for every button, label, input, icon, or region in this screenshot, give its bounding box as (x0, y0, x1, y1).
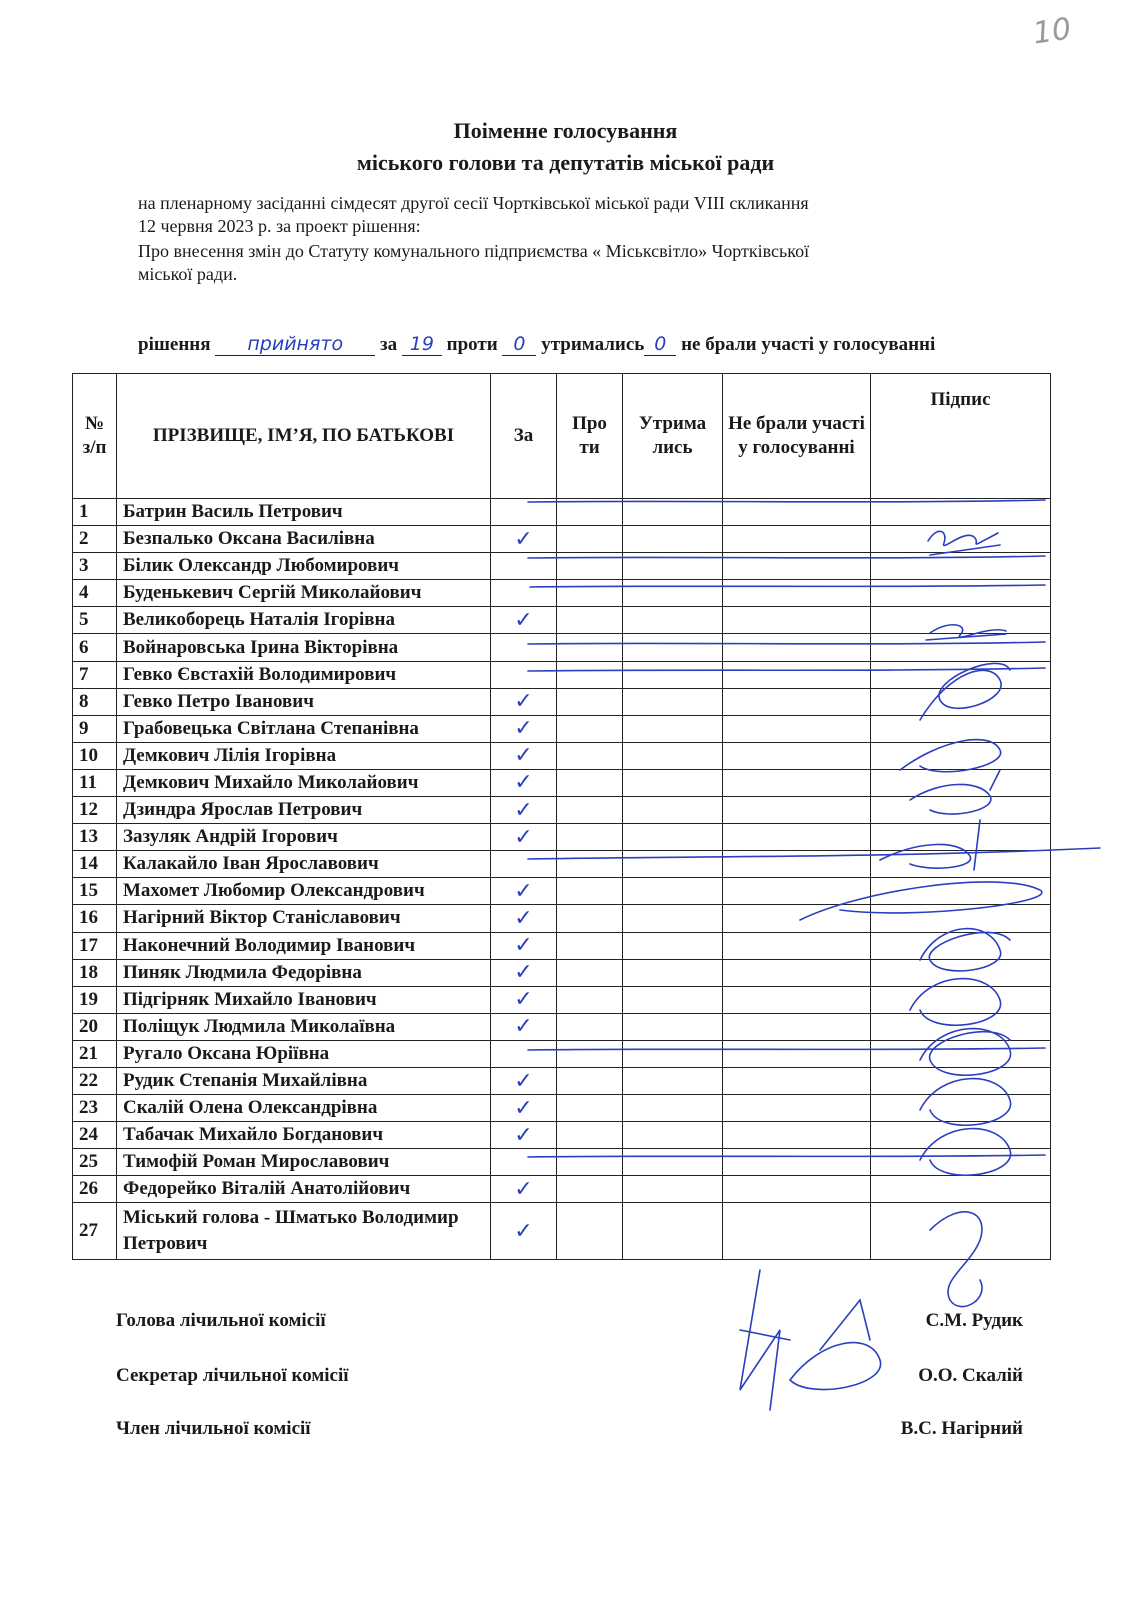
row-number: 7 (73, 661, 117, 688)
table-row (73, 1013, 1051, 1040)
vote-against-cell (557, 986, 623, 1013)
vote-abstained-cell (623, 742, 723, 769)
vote-against-cell (557, 824, 623, 851)
not-voted-cell (723, 1149, 871, 1176)
row-number: 8 (73, 688, 117, 715)
not-voted-label: не брали участі у голосуванні (681, 334, 936, 355)
not-voted-cell (723, 1203, 871, 1260)
not-voted-cell (723, 1095, 871, 1122)
vote-for-mark: ✓ (491, 742, 557, 769)
vote-abstained-cell (623, 553, 723, 580)
vote-against-cell (557, 959, 623, 986)
table-row (73, 797, 1051, 824)
vote-for-mark (491, 851, 557, 878)
vote-abstained-cell (623, 580, 723, 607)
signature-cell (871, 878, 1051, 905)
header-not-voted: Не брали участі у голосуванні (723, 374, 871, 499)
vote-for-mark: ✓ (491, 878, 557, 905)
signature-cell (871, 1013, 1051, 1040)
table-row (73, 553, 1051, 580)
row-number: 26 (73, 1176, 117, 1203)
deputy-name: Демкович Михайло Миколайович (117, 769, 491, 796)
row-number: 15 (73, 878, 117, 905)
against-count: 0 (502, 333, 536, 356)
vote-against-cell (557, 932, 623, 959)
vote-against-cell (557, 607, 623, 634)
table-row (73, 499, 1051, 526)
vote-abstained-cell (623, 1122, 723, 1149)
row-number: 25 (73, 1149, 117, 1176)
table-row (73, 661, 1051, 688)
deputy-name: Пиняк Людмила Федорівна (117, 959, 491, 986)
vote-against-cell (557, 1013, 623, 1040)
vote-abstained-cell (623, 824, 723, 851)
vote-for-mark (491, 1040, 557, 1067)
vote-abstained-cell (623, 797, 723, 824)
table-row (73, 1203, 1051, 1260)
not-voted-cell (723, 634, 871, 661)
table-row (73, 986, 1051, 1013)
table-row (73, 742, 1051, 769)
deputy-name: Підгірняк Михайло Іванович (117, 986, 491, 1013)
not-voted-cell (723, 797, 871, 824)
deputy-name: Батрин Василь Петрович (117, 499, 491, 526)
not-voted-cell (723, 742, 871, 769)
row-number: 1 (73, 499, 117, 526)
vote-against-cell (557, 1203, 623, 1260)
document-title: Поіменне голосування (453, 118, 678, 143)
deputy-name: Міський голова - Шматько Володимир Петрович (117, 1203, 491, 1260)
table-row (73, 959, 1051, 986)
vote-against-cell (557, 742, 623, 769)
deputy-name: Буденькевич Сергій Миколайович (117, 580, 491, 607)
signature-cell (871, 769, 1051, 796)
vote-for-mark: ✓ (491, 1095, 557, 1122)
vote-against-cell (557, 1176, 623, 1203)
signature-cell (871, 580, 1051, 607)
header-against: Про ти (557, 374, 623, 499)
row-number: 14 (73, 851, 117, 878)
row-number: 27 (73, 1203, 117, 1260)
decision-value: прийнято (215, 333, 375, 356)
vote-abstained-cell (623, 1176, 723, 1203)
signature-cell (871, 824, 1051, 851)
header-number: № з/п (73, 374, 117, 499)
vote-against-cell (557, 499, 623, 526)
row-number: 20 (73, 1013, 117, 1040)
row-number: 2 (73, 526, 117, 553)
vote-against-cell (557, 797, 623, 824)
session-date-line: 12 червня 2023 р. за проект рішення: (138, 216, 421, 236)
signature-cell (871, 851, 1051, 878)
table-row (73, 851, 1051, 878)
row-number: 23 (73, 1095, 117, 1122)
row-number: 22 (73, 1067, 117, 1094)
table-row (73, 1176, 1051, 1203)
vote-against-cell (557, 634, 623, 661)
document-subtitle: міського голови та депутатів міської ради (356, 150, 775, 175)
signature-cell (871, 607, 1051, 634)
deputy-name: Войнаровська Ірина Вікторівна (117, 634, 491, 661)
table-row (73, 878, 1051, 905)
vote-abstained-cell (623, 715, 723, 742)
vote-for-mark: ✓ (491, 1203, 557, 1260)
deputy-name: Федорейко Віталій Анатолійович (117, 1176, 491, 1203)
signature-cell (871, 1067, 1051, 1094)
vote-for-mark: ✓ (491, 986, 557, 1013)
deputy-name: Нагірний Віктор Станіславович (117, 905, 491, 932)
signature-cell (871, 715, 1051, 742)
deputy-name: Гевко Євстахій Володимирович (117, 661, 491, 688)
vote-against-cell (557, 1149, 623, 1176)
deputy-name: Поліщук Людмила Миколаївна (117, 1013, 491, 1040)
row-number: 11 (73, 769, 117, 796)
vote-result (138, 333, 1068, 356)
deputy-name: Великоборець Наталія Ігорівна (117, 607, 491, 634)
not-voted-cell (723, 1013, 871, 1040)
signature-cell (871, 688, 1051, 715)
deputy-name: Рудик Степанія Михайлівна (117, 1067, 491, 1094)
deputy-name: Махомет Любомир Олександрович (117, 878, 491, 905)
not-voted-cell (723, 851, 871, 878)
session-line: на пленарному засіданні сімдесят другої сесії Чортківської міської ради VIII скликання (138, 193, 809, 213)
vote-for-mark: ✓ (491, 1067, 557, 1094)
signature-cell (871, 1203, 1051, 1260)
row-number: 21 (73, 1040, 117, 1067)
table-row (73, 715, 1051, 742)
signature-cell (871, 905, 1051, 932)
vote-for-mark: ✓ (491, 688, 557, 715)
secretary-label: Секретар лічильної комісії (116, 1365, 349, 1386)
deputy-name: Калакайло Іван Ярославович (117, 851, 491, 878)
deputy-name: Білик Олександр Любомирович (117, 553, 491, 580)
vote-against-cell (557, 1095, 623, 1122)
table-row (73, 1067, 1051, 1094)
vote-for-mark (491, 499, 557, 526)
vote-for-mark (491, 580, 557, 607)
table-row (73, 1095, 1051, 1122)
not-voted-cell (723, 1040, 871, 1067)
vote-against-cell (557, 1067, 623, 1094)
table-header (73, 374, 1051, 499)
not-voted-cell (723, 824, 871, 851)
vote-for-mark (491, 553, 557, 580)
table-row (73, 688, 1051, 715)
row-number: 3 (73, 553, 117, 580)
deputy-name: Ругало Оксана Юріївна (117, 1040, 491, 1067)
vote-abstained-cell (623, 959, 723, 986)
vote-for-mark: ✓ (491, 526, 557, 553)
vote-for-mark: ✓ (491, 769, 557, 796)
vote-abstained-cell (623, 769, 723, 796)
vote-for-mark: ✓ (491, 1122, 557, 1149)
vote-against-cell (557, 878, 623, 905)
deputy-name: Зазуляк Андрій Ігорович (117, 824, 491, 851)
vote-for-mark: ✓ (491, 797, 557, 824)
chair-label: Голова лічильної комісії (116, 1310, 326, 1331)
row-number: 24 (73, 1122, 117, 1149)
vote-for-mark: ✓ (491, 932, 557, 959)
not-voted-cell (723, 1176, 871, 1203)
table-row (73, 607, 1051, 634)
deputy-name: Демкович Лілія Ігорівна (117, 742, 491, 769)
vote-abstained-cell (623, 932, 723, 959)
roll-call-table (72, 373, 1051, 1260)
vote-for-mark: ✓ (491, 959, 557, 986)
vote-for-mark: ✓ (491, 1176, 557, 1203)
not-voted-cell (723, 661, 871, 688)
not-voted-cell (723, 499, 871, 526)
vote-for-mark: ✓ (491, 1013, 557, 1040)
signature-cell (871, 499, 1051, 526)
vote-abstained-cell (623, 526, 723, 553)
deputy-name: Скалій Олена Олександрівна (117, 1095, 491, 1122)
vote-against-cell (557, 1040, 623, 1067)
signature-cell (871, 986, 1051, 1013)
not-voted-cell (723, 688, 871, 715)
member-label: Член лічильної комісії (116, 1418, 311, 1439)
abstained-label: утримались (541, 334, 645, 355)
abstained-count: 0 (644, 333, 676, 356)
vote-abstained-cell (623, 607, 723, 634)
for-count: 19 (402, 333, 442, 356)
signature-cell (871, 742, 1051, 769)
deputy-name: Гевко Петро Іванович (117, 688, 491, 715)
vote-for-mark: ✓ (491, 715, 557, 742)
vote-abstained-cell (623, 1149, 723, 1176)
signature-cell (871, 1176, 1051, 1203)
not-voted-cell (723, 1067, 871, 1094)
vote-against-cell (557, 661, 623, 688)
row-number: 5 (73, 607, 117, 634)
row-number: 16 (73, 905, 117, 932)
vote-abstained-cell (623, 688, 723, 715)
member-name: В.С. Нагірний (900, 1418, 1023, 1439)
not-voted-cell (723, 553, 871, 580)
table-row (73, 1040, 1051, 1067)
not-voted-cell (723, 932, 871, 959)
vote-against-cell (557, 553, 623, 580)
signature-cell (871, 634, 1051, 661)
row-number: 19 (73, 986, 117, 1013)
row-number: 13 (73, 824, 117, 851)
vote-for-mark: ✓ (491, 905, 557, 932)
not-voted-cell (723, 607, 871, 634)
deputy-name: Табачак Михайло Богданович (117, 1122, 491, 1149)
vote-abstained-cell (623, 661, 723, 688)
vote-for-mark: ✓ (491, 824, 557, 851)
not-voted-cell (723, 986, 871, 1013)
deputy-name: Тимофій Роман Мирославович (117, 1149, 491, 1176)
header-abstained: Утрима лись (623, 374, 723, 499)
vote-against-cell (557, 905, 623, 932)
header-name: ПРІЗВИЩЕ, ІМ’Я, ПО БАТЬКОВІ (117, 374, 491, 499)
vote-for-mark: ✓ (491, 607, 557, 634)
deputy-name: Наконечний Володимир Іванович (117, 932, 491, 959)
signature-cell (871, 661, 1051, 688)
project-title (138, 240, 1068, 286)
against-label: проти (446, 334, 498, 355)
secretary-name: О.О. Скалій (918, 1365, 1023, 1386)
vote-abstained-cell (623, 851, 723, 878)
vote-abstained-cell (623, 499, 723, 526)
table-row (73, 824, 1051, 851)
session-info (138, 192, 1068, 238)
signature-cell (871, 932, 1051, 959)
not-voted-cell (723, 769, 871, 796)
table-row (73, 932, 1051, 959)
not-voted-cell (723, 526, 871, 553)
project-line-end: міської ради. (138, 264, 238, 284)
vote-for-mark (491, 661, 557, 688)
vote-abstained-cell (623, 1095, 723, 1122)
vote-abstained-cell (623, 986, 723, 1013)
vote-against-cell (557, 715, 623, 742)
table-row (73, 634, 1051, 661)
signature-cell (871, 1040, 1051, 1067)
signature-cell (871, 959, 1051, 986)
not-voted-cell (723, 580, 871, 607)
not-voted-cell (723, 1122, 871, 1149)
vote-against-cell (557, 526, 623, 553)
table-row (73, 905, 1051, 932)
vote-abstained-cell (623, 1013, 723, 1040)
vote-abstained-cell (623, 1203, 723, 1260)
signature-cell (871, 797, 1051, 824)
row-number: 9 (73, 715, 117, 742)
header-for: За (491, 374, 557, 499)
vote-abstained-cell (623, 1067, 723, 1094)
table-row (73, 1122, 1051, 1149)
page-number: 10 (1030, 11, 1074, 52)
decision-label: рішення (138, 334, 211, 355)
row-number: 12 (73, 797, 117, 824)
signature-cell (871, 1122, 1051, 1149)
row-number: 4 (73, 580, 117, 607)
not-voted-cell (723, 878, 871, 905)
vote-against-cell (557, 688, 623, 715)
chair-name: С.М. Рудик (925, 1310, 1023, 1331)
not-voted-cell (723, 959, 871, 986)
header-signature: Підпис (871, 374, 1051, 499)
vote-against-cell (557, 851, 623, 878)
signature-cell (871, 1095, 1051, 1122)
row-number: 10 (73, 742, 117, 769)
vote-abstained-cell (623, 878, 723, 905)
vote-abstained-cell (623, 1040, 723, 1067)
deputy-name: Грабовецька Світлана Степанівна (117, 715, 491, 742)
table-row (73, 1149, 1051, 1176)
row-number: 17 (73, 932, 117, 959)
table-row (73, 526, 1051, 553)
vote-for-mark (491, 1149, 557, 1176)
vote-against-cell (557, 1122, 623, 1149)
signature-cell (871, 1149, 1051, 1176)
vote-against-cell (557, 580, 623, 607)
vote-abstained-cell (623, 634, 723, 661)
table-row (73, 769, 1051, 796)
vote-against-cell (557, 769, 623, 796)
row-number: 6 (73, 634, 117, 661)
project-line: Про внесення змін до Статуту комунального підприємства « Міськсвітло» Чортківської (138, 241, 810, 261)
table-row (73, 580, 1051, 607)
for-label: за (380, 334, 398, 355)
not-voted-cell (723, 905, 871, 932)
signature-cell (871, 553, 1051, 580)
deputy-name: Безпалько Оксана Василівна (117, 526, 491, 553)
not-voted-cell (723, 715, 871, 742)
vote-for-mark (491, 634, 557, 661)
signature-cell (871, 526, 1051, 553)
deputy-name: Дзиндра Ярослав Петрович (117, 797, 491, 824)
row-number: 18 (73, 959, 117, 986)
vote-abstained-cell (623, 905, 723, 932)
